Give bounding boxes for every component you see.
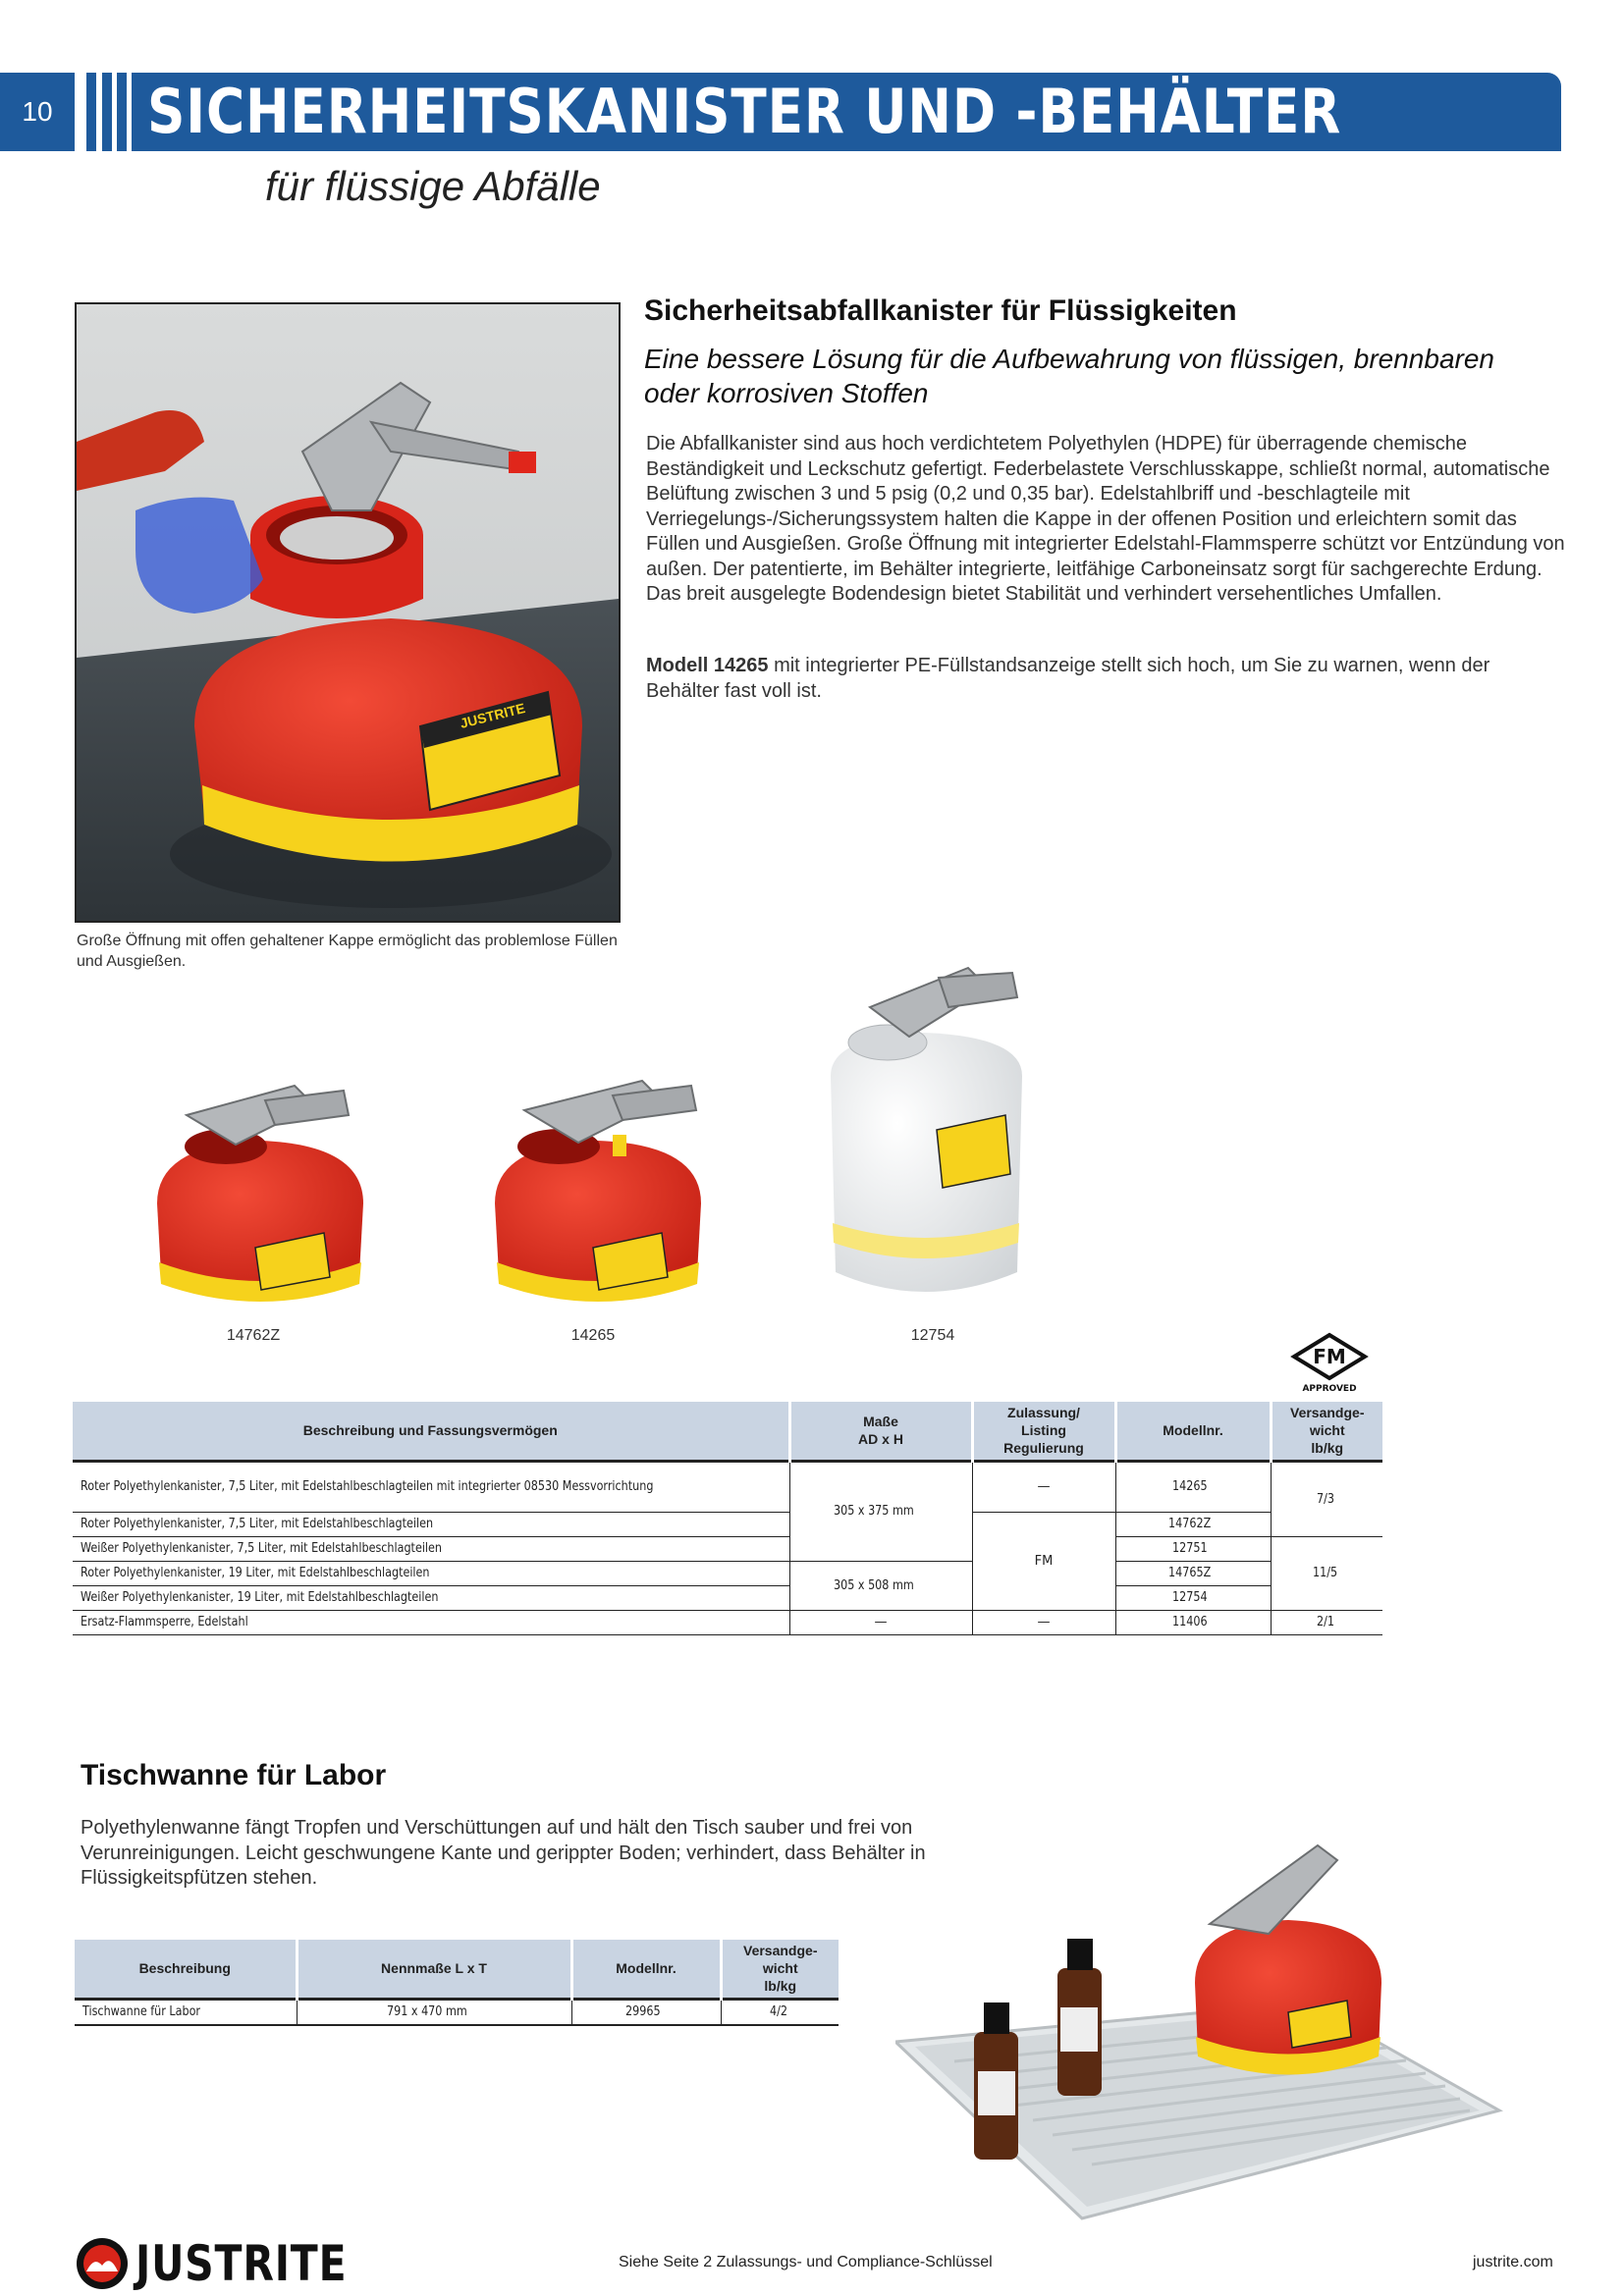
fm-logo-text: FM (1313, 1345, 1346, 1368)
tray-photo (895, 1836, 1504, 2228)
header-stripe (102, 73, 112, 151)
fm-approved-logo (1290, 1331, 1369, 1394)
model-note-bold: Modell 14265 (646, 655, 769, 676)
cell-model: 29965 (571, 1999, 721, 2025)
model-note-text: mit integrierter PE-Füllstandsanzeige stellt sich hoch, um Sie zu warnen, wenn der Behälter fast voll ist. (646, 655, 1490, 702)
page-subtitle: für flüssige Abfälle (265, 163, 601, 209)
cell-dims: 305 x 508 mm (789, 1561, 972, 1610)
cell-dims: 305 x 375 mm (789, 1461, 972, 1561)
tray-col-weight: Versandge- wicht lb/kg (721, 1940, 839, 1999)
header-stripe (117, 73, 127, 151)
cell-dims: 791 x 470 mm (297, 1999, 571, 2025)
can-label-text: JUSTRITE (458, 700, 527, 731)
product-image-14265 (485, 1056, 711, 1317)
cell-model: 12754 (1115, 1585, 1271, 1610)
hero-photo (75, 302, 621, 923)
cell-weight: 4/2 (721, 1999, 839, 2025)
spec-table-header-row (73, 1402, 1382, 1461)
fm-logo-subtext: APPROVED (1302, 1384, 1357, 1394)
spec-col-approval: Zulassung/ Listing Regulierung (972, 1402, 1115, 1461)
product-description: Die Abfallkanister sind aus hoch verdichtetem Polyethylen (HDPE) für überragende chemische Beständigkeit und Leckschutz gefertigt. Federbelastete Verschlusskappe, schließt normal, automatische Belüftung zwischen 3 und 5 psig (0,2 und 0,35 bar). Edelstahlbriff und -beschlagteile mit Verriegelungs-/Sicherungssystem halten die Kappe in der offenen Position und erleichtern somit das Füllen und Ausgießen. Große Öffnung mit integrierter Edelstahl-Flammsperre schützt vor Entzündung von außen. Der patentierte, im Behälter integrierte, leitfähige Carboneinsatz sorgt für sachgerechte Erdung. Das breit ausgelegte Bodendesign bietet Stabilität und verhindert versehentliches Umfallen. (646, 433, 1565, 605)
table-row (73, 1536, 1382, 1561)
spec-col-model: Modellnr. (1115, 1402, 1271, 1461)
product-label-12754: 12754 (910, 1327, 955, 1344)
product-model-note (646, 654, 1565, 704)
page-number: 10 (0, 73, 75, 151)
hero-illustration (77, 304, 619, 921)
table-row (73, 1512, 1382, 1536)
cell-desc: Roter Polyethylenkanister, 19 Liter, mit Edelstahlbeschlagteilen (73, 1561, 789, 1585)
cell-model: 14765Z (1115, 1561, 1271, 1585)
tray-heading: Tischwanne für Labor (81, 1759, 387, 1791)
cell-model: 14762Z (1115, 1512, 1271, 1536)
header-stripe (86, 73, 96, 151)
tray-col-desc: Beschreibung (75, 1940, 297, 1999)
footer-note: Siehe Seite 2 Zulassungs- und Compliance-Schlüssel (619, 2254, 993, 2270)
brand-logo-icon (75, 2236, 130, 2291)
cell-desc: Ersatz-Flammsperre, Edelstahl (73, 1610, 789, 1634)
cell-approval: — (972, 1610, 1115, 1634)
cell-desc: Roter Polyethylenkanister, 7,5 Liter, mit Edelstahlbeschlagteilen mit integrierter 08530 Messvorrichtung (73, 1461, 789, 1512)
cell-desc: Roter Polyethylenkanister, 7,5 Liter, mit Edelstahlbeschlagteilen (73, 1512, 789, 1536)
spec-table (73, 1402, 1382, 1635)
table-row (73, 1610, 1382, 1634)
table-row (73, 1461, 1382, 1512)
table-row (73, 1561, 1382, 1585)
page-title: SICHERHEITSKANISTER UND -BEHÄLTER (147, 76, 1342, 147)
product-heading: Sicherheitsabfallkanister für Flüssigkeiten (644, 294, 1237, 327)
tray-table-header-row (75, 1940, 839, 1999)
tray-description: Polyethylenwanne fängt Tropfen und Verschüttungen auf und hält den Tisch sauber und frei von Verunreinigungen. Leicht geschwungene Kante und gerippter Boden; verhindert, dass Behälter in Flüssigkeitspfützen stehen. (81, 1817, 926, 1889)
product-label-14762z: 14762Z (226, 1327, 281, 1344)
cell-desc: Tischwanne für Labor (75, 1999, 297, 2025)
table-row (73, 1585, 1382, 1610)
brand-logo (75, 2234, 394, 2293)
tray-col-model: Modellnr. (571, 1940, 721, 1999)
spec-col-weight: Versandge- wicht lb/kg (1271, 1402, 1382, 1461)
cell-model: 14265 (1115, 1461, 1271, 1512)
spec-col-dims: Maße AD x H (789, 1402, 972, 1461)
cell-model: 11406 (1115, 1610, 1271, 1634)
cell-weight: 11/5 (1271, 1536, 1382, 1610)
spec-col-desc: Beschreibung und Fassungsvermögen (73, 1402, 789, 1461)
table-row (75, 1999, 839, 2025)
brand-name: JUSTRITE (135, 2235, 348, 2292)
product-label-14265: 14265 (570, 1327, 616, 1344)
tray-col-dims: Nennmaße L x T (297, 1940, 571, 1999)
cell-approval: — (972, 1461, 1115, 1512)
cell-dims: — (789, 1610, 972, 1634)
cell-approval: FM (972, 1512, 1115, 1610)
product-tagline: Eine bessere Lösung für die Aufbewahrung von flüssigen, brennbaren oder korrosiven Stoffen (644, 344, 1494, 408)
hero-caption: Große Öffnung mit offen gehaltener Kappe ermöglicht das problemlose Füllen und Ausgießen. (77, 933, 618, 970)
cell-weight: 7/3 (1271, 1461, 1382, 1536)
cell-desc: Weißer Polyethylenkanister, 19 Liter, mit Edelstahlbeschlagteilen (73, 1585, 789, 1610)
cell-weight: 2/1 (1271, 1610, 1382, 1634)
product-image-14762z (147, 1056, 373, 1317)
cell-desc: Weißer Polyethylenkanister, 7,5 Liter, mit Edelstahlbeschlagteilen (73, 1536, 789, 1561)
tray-table (75, 1940, 839, 2026)
product-image-12754 (811, 948, 1037, 1311)
footer-url[interactable]: justrite.com (1473, 2254, 1553, 2270)
cell-model: 12751 (1115, 1536, 1271, 1561)
